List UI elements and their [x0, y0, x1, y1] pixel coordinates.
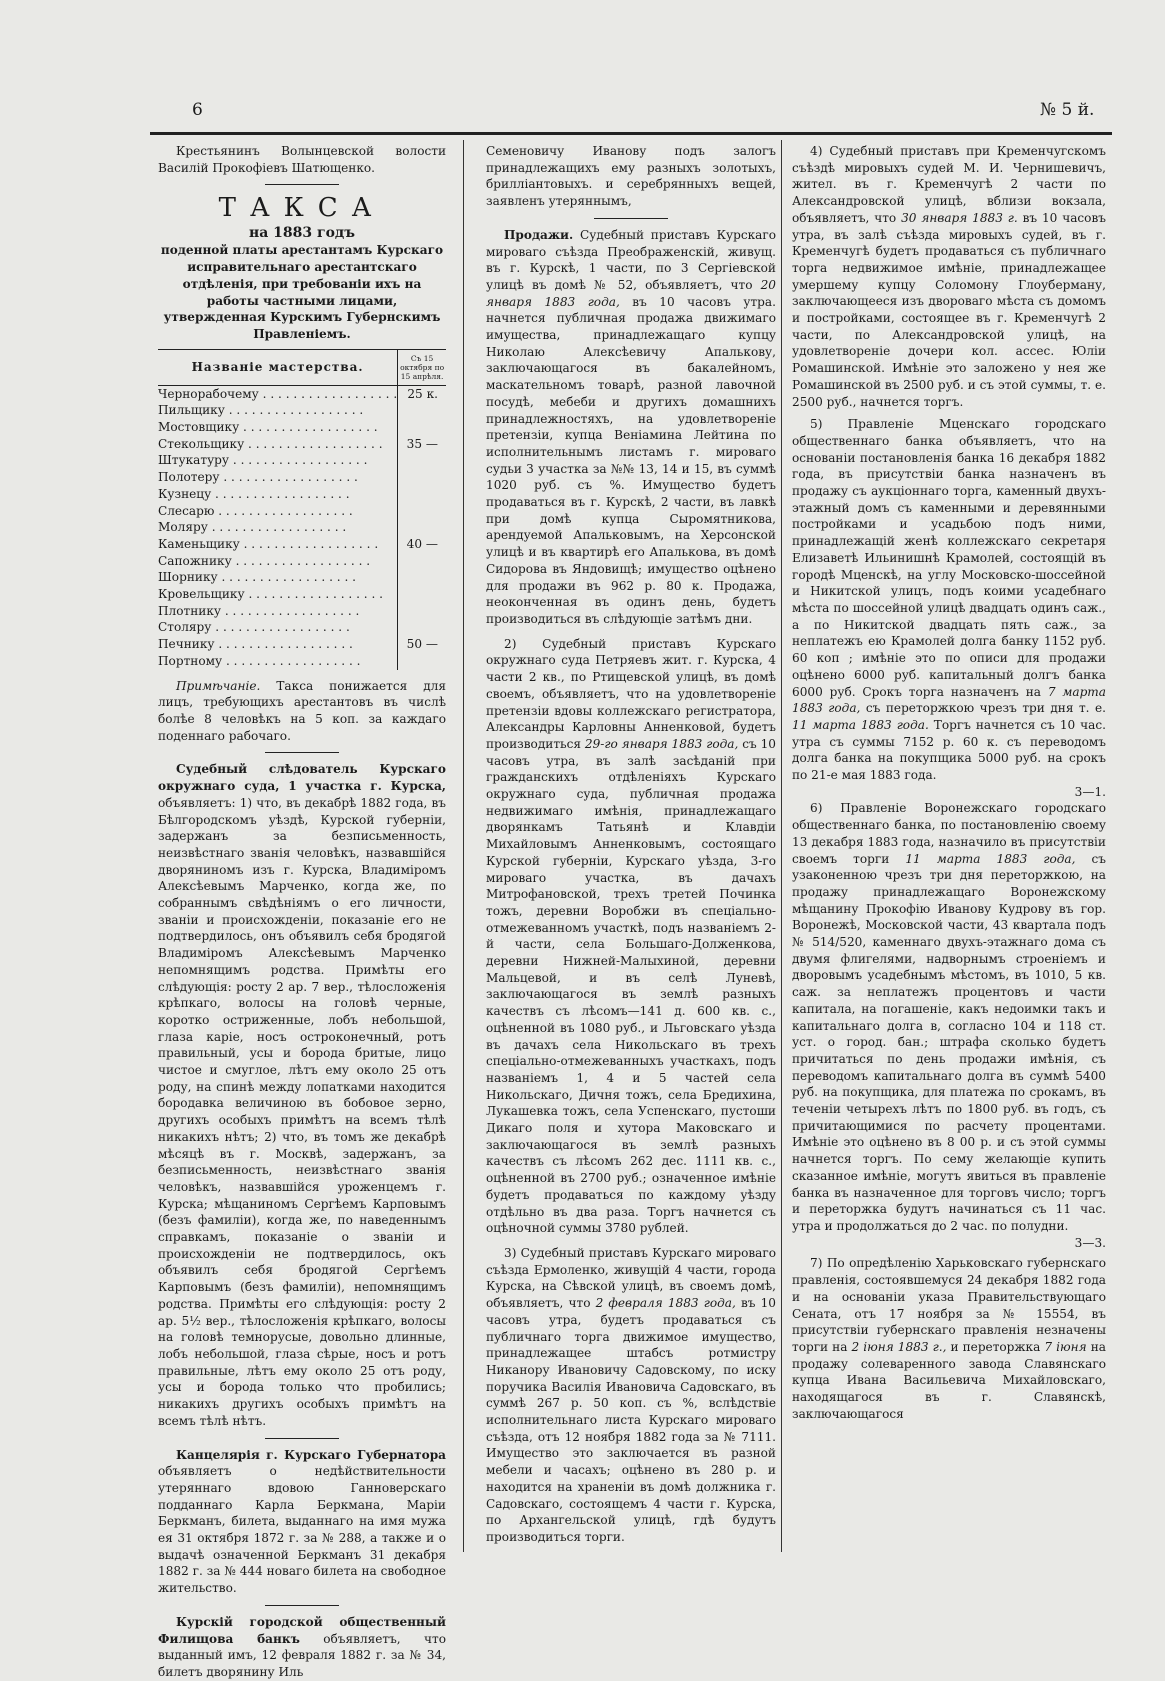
trade-rate	[398, 402, 446, 419]
notice-chancellery	[158, 1447, 446, 1597]
taksa-title: ТАКСА	[218, 193, 386, 224]
trade-name: Чернорабочему . . .	[158, 385, 398, 402]
table-row	[158, 553, 446, 570]
trade-name: Пильщику . . .	[158, 402, 398, 419]
sale-date: 7 іюня	[1044, 1339, 1087, 1354]
sale-text: 2) Судебный приставъ Курскаго окружнаго суда Петряевъ жит. г. Курска, 4 части 2 кв., по Ртищевской улицѣ, въ домѣ своемъ, объявляетъ, что на удовлетвореніе претензіи вдовы коллежскаго регистратора, Александры Карловны Анненковой, будетъ производиться	[486, 636, 776, 751]
trade-rate: 25 к.	[398, 385, 446, 402]
trade-name: Плотнику . . .	[158, 603, 398, 620]
trade-name: Полотеру . . .	[158, 469, 398, 486]
sale-date: 2 февраля 1883 года,	[595, 1296, 736, 1311]
sale-date: 30 января 1883 г.	[901, 210, 1018, 225]
note-label: Примѣчаніе.	[176, 678, 261, 693]
trade-name: Штукатуру . . .	[158, 452, 398, 469]
page-number: 6	[192, 100, 203, 120]
sale-text: въ 10 часовъ утра. начнется публичная продажа движимаго имущества, принадлежащаго купцу Николаю Алексѣевичу Апалькову, заключающагося въ бакалейномъ, маскательномъ товарѣ, разной лавочной посудѣ, мебеби и другихъ домашнихъ принадлежностяхъ, на удовлетвореніе претензіи, купца Веніамина Лейтина по исполнительнымъ листамъ г. мироваго судьи 3 участка за №№ 13, 14 и 15, въ суммѣ 1020 руб. съ %. Имущество будетъ продаваться въ г. Курскѣ, 2 части, въ лавкѣ при домѣ купца Сыромятникова, арендуемой Апальковымъ, на Херсонской улицѣ и въ квартирѣ его Апалькова, въ домѣ Сидорова въ Яндовищѣ; имущество оцѣнено для продажи въ 962 р. 80 к. Продажа, неоконченная въ одинъ день, будетъ производиться въ слѣдующіе затѣмъ дни.	[486, 294, 776, 626]
trade-rate	[398, 586, 446, 603]
table-row	[158, 503, 446, 520]
table-row	[158, 385, 446, 402]
note-text: Такса понижается для лицъ, требующихъ арестантовъ въ числѣ болѣе 8 человѣкъ на 5 коп. за каждаго поденнаго рабочаго.	[158, 678, 446, 743]
table-row	[158, 402, 446, 419]
table-row	[158, 452, 446, 469]
sale-date: 7 марта 1883 года,	[792, 684, 1106, 716]
sale-text: съ переторжкою чрезъ три дня т. е.	[865, 701, 1106, 716]
trade-rate	[398, 419, 446, 436]
trade-name: Печнику . . .	[158, 636, 398, 653]
table-row	[158, 519, 446, 536]
sale-text: и переторжка	[950, 1339, 1041, 1354]
trade-name: Мостовщику . . .	[158, 419, 398, 436]
column-divider	[781, 140, 782, 1552]
column-3	[792, 143, 1106, 1422]
trade-name: Портному . . .	[158, 653, 398, 670]
taksa-description: поденной платы арестантамъ Курскаго исправительнаго арестантскаго отдѣленія, при требованіи ихъ на работы частными лицами, утвержденная Курскимъ Губернскимъ Правленіемъ.	[160, 243, 444, 341]
sale-5	[792, 416, 1106, 783]
notice-lead: Канцелярія г. Курскаго Губернатора	[176, 1447, 446, 1462]
trade-rate	[398, 469, 446, 486]
table-row	[158, 636, 446, 653]
separator	[265, 1438, 339, 1439]
notice-text: объявляетъ: 1) что, въ декабрѣ 1882 года, въ Бѣлгородскомъ уѣздѣ, Курской губерніи, задержанъ за безписьменность, неизвѣстнаго званія человѣкъ, назвавшійся дворяниномъ изъ г. Курска, Владиміромъ Алексѣевымъ Марченко, когда же, по собраннымъ свѣдѣніямъ о его личности, званіи и происхожденіи, показаніе его не подтвердилось, онъ объявилъ себя бродягой Владиміромъ Алексѣевымъ Марченко непомнящимъ родства. Примѣты его слѣдующія: росту 2 ар. 7 вер., тѣлосложенія крѣпкаго, волосы на головѣ черные, коротко остриженные, лобъ небольшой, глаза каріе, носъ остроконечный, ротъ правильный, усы и борода бритые, лицо чистое и смуглое, лѣтъ ему около 25 отъ роду, на спинѣ между лопатками находится бородавка величиною въ бобовое зерно, другихъ особыхъ примѣтъ на всемъ тѣлѣ никакихъ нѣтъ; 2) что, въ томъ же декабрѣ мѣсяцѣ въ г. Москвѣ, задержанъ, за безписьменность, неизвѣстнаго званія человѣкъ, назвавшійся уроженцемъ г. Курска; мѣщаниномъ Сергѣемъ Карповымъ (безъ фамиліи), когда же, по наведеннымъ справкамъ, показаніе о званіи и происхожденіи не подтвердилось, окъ объявилъ себя бродягой Сергѣемъ Карповымъ (безъ фамиліи), непомнящимъ родства. Примѣты его слѣдующія: росту 2 ар. 5½ вер., тѣлосложенія крѣпкаго, волосы на головѣ темнорусые, довольно длинные, лобъ небольшой, глаза сѣрые, носъ и ротъ правильные, лѣтъ ему около 25 отъ роду, усы и борода только что пробились; никакихъ другихъ особыхъ примѣтъ на всемъ тѣлѣ нѣтъ.	[158, 795, 446, 1428]
table-row	[158, 586, 446, 603]
trade-name: Моляру . . .	[158, 519, 398, 536]
sale-6	[792, 800, 1106, 1234]
sale-text: съ 10 часовъ утра, въ залѣ засѣданій при гражданскихъ отдѣленіяхъ Курскаго окружнаго суда, публичная продажа недвижимаго имѣнія, принадлежащаго дворянкамъ Татьянѣ и Клавдіи Михайловымъ Анненковымъ, состоящаго Курской губерніи, Курскаго уѣзда, 3-го мироваго участка, въ дачахъ Митрофановской, трехъ третей Починка тожъ, деревни Воробжи въ спеціально-отмежеванномъ участкѣ, подъ названіемъ 2-й части, села Большаго-Долженкова, деревни Нижней-Малыхиной, деревни Мальцевой, и въ селѣ Луневѣ, заключающагося въ землѣ разныхъ качествъ съ лѣсомъ—141 д. 600 кв. с., оцѣненной въ 1080 руб., и Льговскаго уѣзда въ дачахъ села Никольскаго въ трехъ спеціально-отмежеванныхъ участкахъ, подъ названіемъ 1, 4 и 5 частей села Никольскаго, Дичня тожъ, села Бредихина, Лукашевка тожъ, села Успенскаго, пустоши Дикаго поля и хутора Маковскаго и заключающагося въ землѣ разныхъ качествъ съ лѣсомъ 262 дес. 1111 кв. с., оцѣненной въ 2700 руб.; означенное имѣніе будетъ продаваться по каждому уѣзду отдѣльно въ два раза. Торгъ начнется съ оцѣночной суммы 3780 рублей.	[486, 736, 777, 1236]
notice-text: объявляетъ, что выданный имъ, 12 февраля 1882 г. за № 34, билетъ дворянину Иль	[158, 1631, 446, 1679]
separator	[265, 184, 339, 185]
sale-text: на продажу солеваренного завода Славянскаго купца Ивана Васильевича Михайловскаго, находящагося въ г. Славянскѣ, заключающагося	[792, 1339, 1106, 1421]
sale-signature: 3—1.	[1074, 784, 1106, 799]
sale-text: 6) Правленіе Воронежскаго городскаго общественнаго банка, по постановленію своему 13 декабря 1883 года, назначило въ присутствіи своемъ торги	[792, 801, 1106, 866]
separator	[265, 1605, 339, 1606]
table-row	[158, 486, 446, 503]
sale-text: 3) Судебный приставъ Курскаго мироваго съѣзда Ермоленко, живущій 4 части, города Курска, на Сѣвской улицѣ, въ своемъ домѣ, объявляетъ, что	[486, 1246, 776, 1311]
trade-rate	[398, 569, 446, 586]
trade-name: Кузнецу . . .	[158, 486, 398, 503]
trade-rate	[398, 486, 446, 503]
sale-text: съ узаконенною чрезъ три дня переторжкою, на продажу принадлежащаго Воронежскому мѣщанину Прокофію Иванову Кудрову въ гор. Воронежѣ, Московской части, 43 квартала подъ № 514/520, каменнаго двухъ-этажнаго дома съ двумя флигелями, надворнымъ строеніемъ и дворовымъ усадебнымъ мѣстомъ, въ 1010, 5 кв. саж. за неплатежъ процентовъ и части капитала, на погашеніе, какъ недоимки такъ и капитальнаго долга в, согласно 104 и 118 ст. уст. о город. бан.; штрафа сколько будетъ причитаться по день продажи имѣнія, съ переводомъ капитальнаго долга въ суммѣ 5400 руб. на покупщика, для платежа по срокамъ, въ теченіи четырехъ лѣтъ по 1800 руб. въ годъ, съ причитающимися по расчету процентами. Имѣніе это оцѣнено въ 8 00 р. и съ этой суммы начнется торгъ. По сему желающіе купить сказанное имѣніе, могутъ явиться въ правленіе банка въ назначенное для торговъ число; торгъ и переторжка будутъ начинаться съ 11 час. утра и продолжаться до 2 час. по полудни.	[792, 851, 1106, 1233]
trade-rate: 40 —	[398, 536, 446, 553]
sale-date: 29-го января 1883 года,	[584, 736, 739, 751]
sale-date: 11 марта 1883 года,	[905, 851, 1076, 866]
trade-name: Каменьщику . . .	[158, 536, 398, 553]
trade-rate	[398, 653, 446, 670]
trade-name: Столяру . . .	[158, 619, 398, 636]
taksa-year: на 1883 годъ	[248, 225, 356, 242]
trade-name: Шорнику . . .	[158, 569, 398, 586]
trade-name: Стекольщику . . .	[158, 436, 398, 453]
table-row	[158, 436, 446, 453]
notice-lead: Судебный слѣдователь Курскаго окружнаго суда, 1 участка г. Курска,	[158, 762, 446, 794]
trade-name: Кровельщику . . .	[158, 586, 398, 603]
notice-bank	[158, 1614, 446, 1681]
trade-name: Сапожнику . . .	[158, 553, 398, 570]
table-row	[158, 419, 446, 436]
sale-date: 20 января 1883 года,	[486, 277, 776, 309]
sale-date: 2 іюня 1883 г.,	[851, 1339, 947, 1354]
trade-rate: 50 —	[398, 636, 446, 653]
sale-3	[486, 1245, 776, 1546]
table-row	[158, 619, 446, 636]
sale-date: 11 марта 1883 года.	[792, 717, 929, 732]
trade-rate	[398, 603, 446, 620]
header-rule	[150, 132, 1112, 135]
sale-signature: 3—3.	[1074, 1235, 1106, 1250]
note	[158, 678, 446, 745]
notice-lead: Курскій городской общественный Филищова банкъ	[158, 1614, 446, 1646]
sale-text: Торгъ начнется съ 10 час. утра съ суммы 7152 р. 60 к. съ переводомъ долга банка на покупщика 5000 руб. на срокъ по 21-е мая 1883 года.	[792, 717, 1106, 783]
rates-table	[158, 349, 446, 670]
column-divider	[463, 140, 464, 1552]
sale-text: въ 10 часовъ утра, въ залѣ съѣзда мировыхъ судей, въ г. Кременчугѣ будетъ продаваться съ публичнаго торга недвижимое имѣніе, принадлежащее умершему купцу Соломону Глоуберману, заключающееся изъ двороваго мѣста съ домомъ и постройками, состоящее въ г. Кременчугѣ 2 части, по Александровской улицѣ, на удовлетвореніе дочери кол. ассес. Юліи Ромашинской. Имѣніе это заложено у нея же Ромашинской въ 2500 руб. и съ этой суммы, т. е. 2500 руб., начнется торгъ.	[792, 210, 1106, 409]
trade-name: Слесарю . . .	[158, 503, 398, 520]
notice-investigator	[158, 761, 446, 1429]
trade-rate: 35 —	[398, 436, 446, 453]
separator	[594, 218, 668, 219]
table-row	[158, 469, 446, 486]
continued-text: Семеновичу Иванову подъ залогъ принадлежащихъ ему разныхъ золотыхъ, брилліантовыхъ. и серебрянныхъ вещей, заявленъ утеряннымъ,	[486, 144, 776, 209]
sale-2	[486, 636, 776, 1237]
table-row	[158, 569, 446, 586]
sale-4	[792, 143, 1106, 410]
column-2	[486, 143, 776, 1546]
separator	[265, 752, 339, 753]
table-row	[158, 653, 446, 670]
sales-heading: Продажи.	[504, 227, 574, 242]
issue-number: № 5 й.	[1040, 100, 1095, 120]
table-row	[158, 536, 446, 553]
intro-text: Крестьянинъ Волынцевской волости Василій Прокофіевъ Шатющенко.	[158, 144, 446, 175]
sale-1	[486, 227, 776, 628]
trade-rate	[398, 519, 446, 536]
trade-rate	[398, 619, 446, 636]
table-row	[158, 603, 446, 620]
sale-text: 7) По опредѣленію Харьковскаго губернскаго правленія, состоявшемуся 24 декабря 1882 года и на основаніи указа Правительствующаго Сената, отъ 17 ноября за № 15554, въ присутствіи губернскаго правленія незначены торги на	[792, 1256, 1106, 1354]
sale-7	[792, 1255, 1106, 1422]
sale-text: 4) Судебный приставъ при Кременчугскомъ съѣздѣ мировыхъ судей М. И. Чернишевичъ, жител. въ г. Кременчугѣ 2 части по Александровской улицѣ, вблизи вокзала, объявляетъ, что	[792, 144, 1106, 225]
sale-text: Судебный приставъ Курскаго мироваго съѣзда Преображенскій, живущ. въ г. Курскѣ, 1 части, по 3 Сергіевской улицѣ въ домѣ № 52, объявляетъ, что	[486, 227, 776, 292]
trade-rate	[398, 553, 446, 570]
table-header-period: Съ 15 октября по 15 апрѣля.	[398, 349, 446, 385]
sale-text: 5) Правленіе Мценскаго городскаго общественнаго банка объявляетъ, что на основаніи постановленія банка 16 декабря 1882 года, въ присутствіи банка назначенъ въ продажу съ аукціоннаго торга, каменный двухъ-этажный домъ съ каменными и деревянными постройками и усадьбою подъ ними, принадлежащій женѣ коллежскаго секретаря Елизаветѣ Ильинишнѣ Крамолей, состоящій въ городѣ Мценскѣ, на углу Московско-шоссейной и Никитской улицъ, подъ коими усадебнаго мѣста по шоссейной улицѣ двадцать одинъ саж., а по Никитской двадцать пять саж., за неплатежъ ею Крамолей долга банку 1152 руб. 60 коп ; имѣніе это по описи для продажи оцѣнено 6000 руб. капитальный долгъ банка 6000 руб. Срокъ торга назначенъ на	[792, 417, 1106, 699]
sale-text: въ 10 часовъ утра, будетъ продаваться съ публичнаго торга движимое имущество, принадлежащее штабсъ ротмистру Никанору Ивановичу Садовскому, по иску поручика Василія Ивановича Садовскаго, въ суммѣ 267 р. 50 коп. съ %, вслѣдствіе исполнительнаго листа Курскаго мироваго съѣзда, отъ 12 ноября 1882 года за № 7111. Имущество это заключается въ разной мебели и часахъ; оцѣнено въ 280 р. и находится на храненіи въ домѣ должника г. Садовскаго, состоящемъ 4 части г. Курска, по Архангельской улицѣ, гдѣ будутъ производиться торги.	[486, 1296, 776, 1544]
column-1	[158, 143, 446, 1681]
table-header-trade: Названіе мастерства.	[158, 349, 398, 385]
notice-text: объявляетъ о недѣйствительности утеряннаго вдовою Ганноверскаго подданнаго Карла Беркмана, Маріи Беркманъ, билета, выданнаго на имя мужа ея 31 октября 1872 г. за № 288, а также и о выдачѣ означенной Беркманъ 31 декабря 1882 г. за № 444 новаго билета на свободное жительство.	[158, 1464, 446, 1596]
trade-rate	[398, 452, 446, 469]
trade-rate	[398, 503, 446, 520]
